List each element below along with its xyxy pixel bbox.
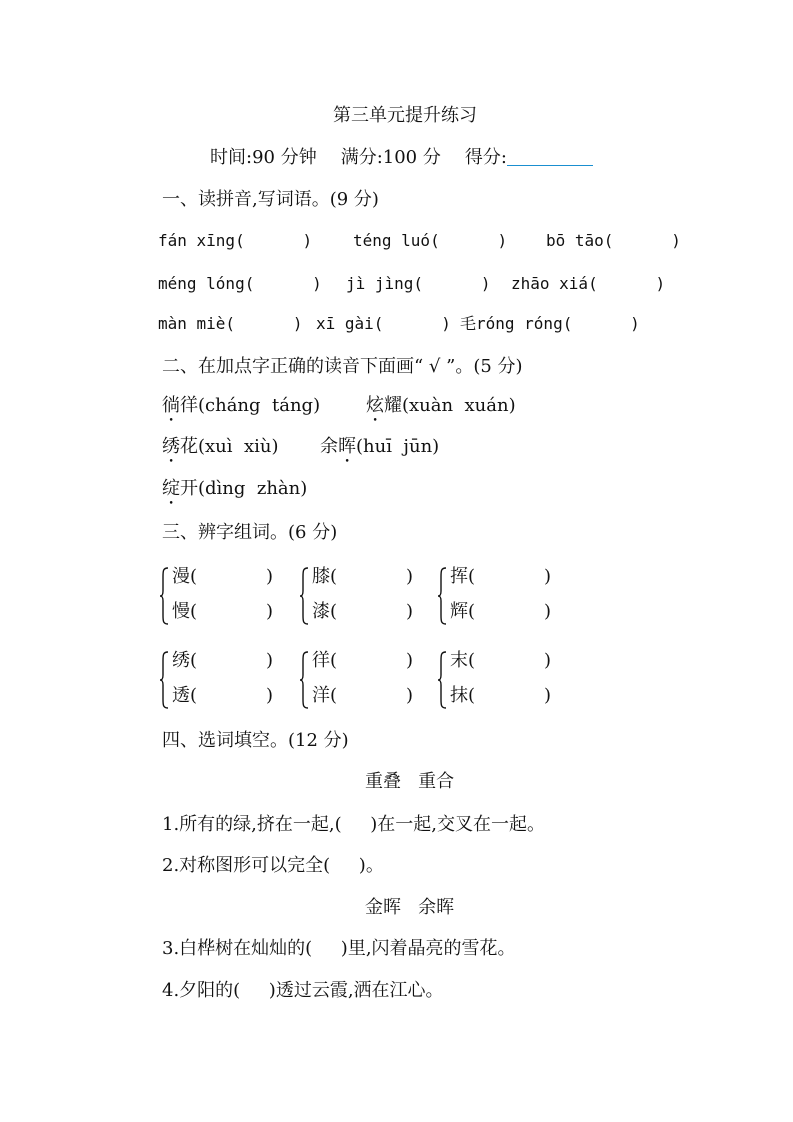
dotted-char: 绣 <box>162 436 180 457</box>
word-choices-2: 金晖 余晖 <box>365 897 455 918</box>
char-word <box>172 649 197 673</box>
open-paren: ( <box>468 685 476 706</box>
char-word <box>450 684 475 708</box>
reading-rest: 徉(cháng táng) <box>180 395 321 416</box>
close-paren: ) <box>544 685 552 706</box>
open-paren: ( <box>190 601 198 622</box>
char: 透 <box>172 685 190 706</box>
question-1: 1.所有的绿,挤在一起,( )在一起,交叉在一起。 <box>162 814 545 835</box>
close-paren: ) <box>406 685 414 706</box>
dotted-char: 绽 <box>162 478 180 499</box>
char: 绣 <box>172 650 190 671</box>
char-word <box>450 565 475 589</box>
char-group <box>438 649 578 713</box>
char: 抹 <box>450 685 468 706</box>
char-group <box>160 565 300 629</box>
word-choices-1: 重叠 重合 <box>365 771 455 792</box>
close-paren: ) <box>266 685 274 706</box>
char-word <box>312 684 337 708</box>
char: 辉 <box>450 601 468 622</box>
pinyin-item: fán xīng( ) <box>158 231 313 250</box>
char-word <box>172 565 197 589</box>
dotted-char: 炫 <box>366 395 384 416</box>
brace-icon <box>438 651 447 709</box>
pinyin-item: xī gài( ) <box>316 314 451 333</box>
question-3: 3.白桦树在灿灿的( )里,闪着晶亮的雪花。 <box>162 938 516 959</box>
pinyin-item: téng luó( ) <box>353 231 508 250</box>
reading-pre: 余 <box>320 436 338 457</box>
pinyin-item: zhāo xiá( ) <box>511 274 666 293</box>
dotted-char: 徜 <box>162 395 180 416</box>
char: 慢 <box>172 601 190 622</box>
reading-row <box>162 477 307 509</box>
brace-icon <box>300 651 309 709</box>
pinyin-item: màn miè( ) <box>158 314 303 333</box>
reading-rest: 开(dìng zhàn) <box>180 478 308 499</box>
open-paren: ( <box>330 650 338 671</box>
open-paren: ( <box>468 601 476 622</box>
open-paren: ( <box>330 685 338 706</box>
close-paren: ) <box>406 601 414 622</box>
brace-icon <box>300 567 309 625</box>
reading-item <box>162 394 352 426</box>
close-paren: ) <box>266 601 274 622</box>
section4-heading: 四、选词填空。(12 分) <box>162 730 349 751</box>
reading-rest: (huī jūn) <box>356 436 440 457</box>
char: 膝 <box>312 566 330 587</box>
close-paren: ) <box>544 601 552 622</box>
char-word <box>312 600 337 624</box>
dotted-char: 晖 <box>338 436 356 457</box>
pinyin-row <box>158 229 681 253</box>
char-group <box>300 649 440 713</box>
reading-item <box>162 435 312 467</box>
char-word <box>172 600 197 624</box>
char-word <box>312 649 337 673</box>
open-paren: ( <box>190 685 198 706</box>
score-label <box>465 146 593 170</box>
char-group <box>160 649 300 713</box>
open-paren: ( <box>468 566 476 587</box>
char: 挥 <box>450 566 468 587</box>
open-paren: ( <box>190 566 198 587</box>
char-word <box>172 684 197 708</box>
pinyin-item: méng lóng( ) <box>158 274 322 293</box>
close-paren: ) <box>406 566 414 587</box>
reading-item <box>366 394 516 426</box>
close-paren: ) <box>544 650 552 671</box>
char: 徉 <box>312 650 330 671</box>
score-blank[interactable] <box>507 147 593 166</box>
close-paren: ) <box>266 650 274 671</box>
char-group <box>300 565 440 629</box>
char: 洋 <box>312 685 330 706</box>
close-paren: ) <box>266 566 274 587</box>
info-line <box>210 146 593 170</box>
section3-heading: 三、辨字组词。(6 分) <box>162 522 338 543</box>
brace-icon <box>160 567 169 625</box>
pinyin-item: bō tāo( ) <box>546 231 681 250</box>
open-paren: ( <box>330 601 338 622</box>
open-paren: ( <box>330 566 338 587</box>
section1-heading: 一、读拼音,写词语。(9 分) <box>162 189 379 210</box>
score-text: 得分: <box>464 147 507 168</box>
char: 漆 <box>312 601 330 622</box>
question-2: 2.对称图形可以完全( )。 <box>162 855 384 876</box>
pinyin-item: 毛róng róng( ) <box>460 314 640 333</box>
page-title: 第三单元提升练习 <box>333 105 477 126</box>
close-paren: ) <box>406 650 414 671</box>
char-group <box>438 565 578 629</box>
char-word <box>312 565 337 589</box>
section2-heading: 二、在加点字正确的读音下面画“ √ ”。(5 分) <box>162 356 523 377</box>
open-paren: ( <box>190 650 198 671</box>
pinyin-row <box>158 312 640 336</box>
brace-icon <box>160 651 169 709</box>
close-paren: ) <box>544 566 552 587</box>
pinyin-row <box>158 272 665 296</box>
time-info: 时间:90 分钟 <box>210 147 317 168</box>
char-word <box>450 649 475 673</box>
open-paren: ( <box>468 650 476 671</box>
char-word <box>450 600 475 624</box>
full-score-info: 满分:100 分 <box>340 147 441 168</box>
reading-item <box>162 477 307 509</box>
pinyin-item: jì jìng( ) <box>346 274 491 293</box>
reading-rest: 花(xuì xiù) <box>180 436 279 457</box>
reading-rest: 耀(xuàn xuán) <box>384 395 516 416</box>
char: 漫 <box>172 566 190 587</box>
reading-row <box>162 394 516 426</box>
reading-item <box>320 435 439 467</box>
reading-row <box>162 435 439 467</box>
brace-icon <box>438 567 447 625</box>
question-4: 4.夕阳的( )透过云霞,洒在江心。 <box>162 980 444 1001</box>
char: 末 <box>450 650 468 671</box>
